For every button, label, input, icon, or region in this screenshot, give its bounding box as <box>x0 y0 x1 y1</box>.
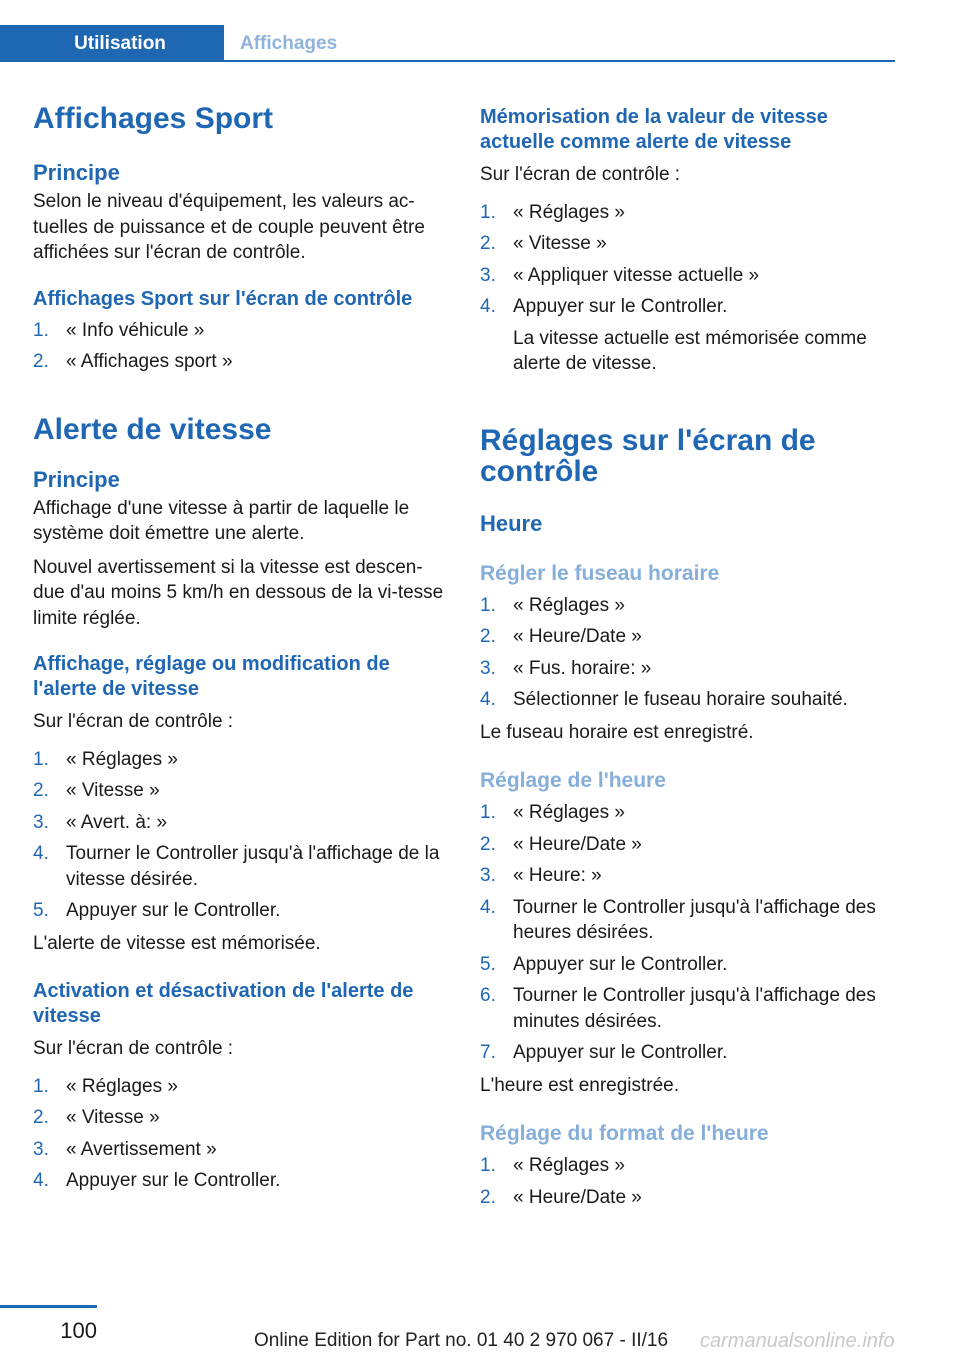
heading-alerte-vitesse: Alerte de vitesse <box>33 412 272 446</box>
paragraph-principe-2b: Nouvel avertissement si la vitesse est descen-due d'au moins 5 km/h en dessous de la vi-tesse limite réglée. <box>33 556 444 629</box>
list-item: 4. Sélectionner le fuseau horaire souhaité. <box>480 689 848 710</box>
list-item: 1. « Réglages » <box>33 748 178 770</box>
list-item: 3. « Appliquer vitesse actuelle » <box>480 264 760 286</box>
list-item: 2. « Heure/Date » <box>480 1186 642 1208</box>
list-item: 4. Appuyer sur le Controller. <box>33 1170 281 1191</box>
list-item: 6. Tourner le Controller jusqu'à l'affichage des minutes désirées. <box>480 985 876 1032</box>
list-item: 2. « Vitesse » <box>480 233 607 254</box>
list-item: 2. « Vitesse » <box>33 780 160 801</box>
paragraph-principe: Selon le niveau d'équipement, les valeurs ac-tuelles de puissance et de couple peuvent être affichées sur l'écran de contrôle. <box>33 191 425 263</box>
list-activation <box>33 1074 448 1194</box>
right-column <box>480 100 895 1210</box>
list-item: 1. « Réglages » <box>480 201 625 223</box>
list-item: 2. « Vitesse » <box>33 1107 160 1128</box>
heading-principe: Principe <box>33 160 120 185</box>
tab-utilisation[interactable] <box>0 25 224 62</box>
list-item: 1. « Réglages » <box>480 802 625 823</box>
list-sport <box>33 318 448 375</box>
footer-rule <box>0 1305 97 1308</box>
list-item: 4. Tourner le Controller jusqu'à l'affichage des heures désirées. <box>480 896 876 943</box>
paragraph-principe-2a: Affichage d'une vitesse à partir de laquelle le système doit émettre une alerte. <box>33 497 410 544</box>
list-format <box>480 1153 895 1210</box>
heading-format-heure: Réglage du format de l'heure <box>480 1122 769 1145</box>
tab-utilisation-label: Utilisation <box>74 32 166 54</box>
paragraph-heure: L'heure est enregistrée. <box>480 1074 680 1096</box>
header-rule <box>0 60 895 62</box>
paragraph-fuseau: Le fuseau horaire est enregistré. <box>480 721 754 743</box>
heading-affichages-sport: Affichages Sport <box>33 102 274 135</box>
watermark: carmanualsonline.info <box>700 1330 895 1352</box>
heading-reglage-heure: Réglage de l'heure <box>480 769 666 792</box>
paragraph-ecran-2: Sur l'écran de contrôle : <box>33 1038 234 1059</box>
edition-note: Online Edition for Part no. 01 40 2 970 067 - II/16 <box>254 1330 669 1351</box>
list-item: 3. « Heure: » <box>480 865 602 886</box>
list-memorisation <box>480 200 895 377</box>
list-item: 4. Appuyer sur le Controller. La vitesse actuelle est mémorisée comme alerte de vitesse. <box>480 294 895 377</box>
list-item: 1. « Réglages » <box>480 594 625 616</box>
heading-reglages-ecran: Réglages sur l'écran de contrôle <box>480 423 816 488</box>
page-header <box>0 25 895 62</box>
heading-activation: Activation et désactivation de l'alerte de vitesse <box>33 980 414 1027</box>
page-number: 100 <box>60 1318 97 1343</box>
paragraph-memorisee: L'alerte de vitesse est mémorisée. <box>33 932 321 954</box>
paragraph-ecran: Sur l'écran de contrôle : <box>33 711 234 732</box>
list-fuseau <box>480 593 895 713</box>
heading-fuseau: Régler le fuseau horaire <box>480 561 720 585</box>
heading-memorisation: Mémorisation de la valeur de vitesse actuelle comme alerte de vitesse <box>480 106 828 153</box>
heading-heure: Heure <box>480 510 543 536</box>
list-item: 5. Appuyer sur le Controller. <box>480 953 728 975</box>
heading-principe-2: Principe <box>33 466 120 492</box>
heading-affichage-reglage: Affichage, réglage ou modification de l'alerte de vitesse <box>33 653 390 700</box>
list-heure <box>480 800 895 1066</box>
list-item: 4. Tourner le Controller jusqu'à l'affichage de la vitesse désirée. <box>33 843 440 890</box>
left-column <box>33 100 448 1194</box>
tab-affichages[interactable]: Affichages <box>240 32 338 54</box>
list-item: 2. « Heure/Date » <box>480 626 642 647</box>
list-item: 3. « Avert. à: » <box>33 811 168 833</box>
list-item: 7. Appuyer sur le Controller. <box>480 1042 728 1063</box>
list-item: 2. « Heure/Date » <box>480 833 642 855</box>
list-item: 2. « Affichages sport » <box>33 351 233 372</box>
heading-sport-ecran: Affichages Sport sur l'écran de contrôle <box>33 287 413 310</box>
list-item: 3. « Fus. horaire: » <box>480 657 652 679</box>
list-affichage <box>33 747 448 924</box>
list-item-note: La vitesse actuelle est mémorisée comme alerte de vitesse. <box>513 327 867 374</box>
list-item: 3. « Avertissement » <box>33 1138 217 1160</box>
list-item: 1. « Réglages » <box>33 1075 178 1097</box>
list-item: 5. Appuyer sur le Controller. <box>33 900 281 921</box>
paragraph-ecran-right: Sur l'écran de contrôle : <box>480 164 681 185</box>
list-item: 1. « Réglages » <box>480 1155 625 1176</box>
list-item: 1. « Info véhicule » <box>33 319 205 341</box>
